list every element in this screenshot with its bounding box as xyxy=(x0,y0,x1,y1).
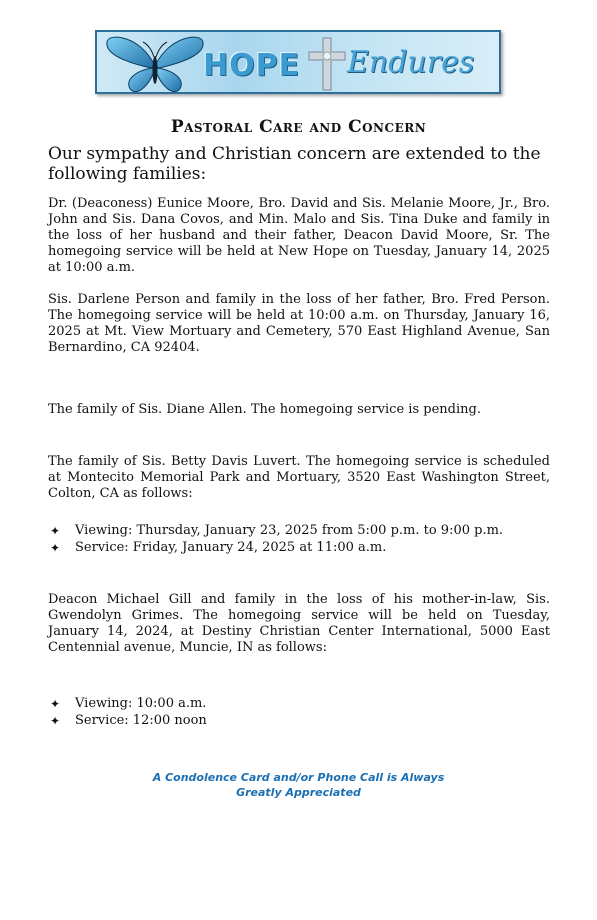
list-item-text: Service: Friday, January 24, 2025 at 11:00 a.m. xyxy=(75,540,387,555)
list-item-text: Service: 12:00 noon xyxy=(75,713,207,728)
notice-text: The family of Sis. Diane Allen. The homegoing service is pending. xyxy=(48,402,481,417)
star-bullet-icon: ✦ xyxy=(50,714,61,728)
notice-text: Sis. Darlene Person and family in the loss of her father, Bro. Fred Person. The homegoing service will be held at 10:00 a.m. on Thursday, January 16, 2025 at Mt. View Mortuary and Cemetery, 570 East Highland Avenue, San Bernardino, CA 92404. xyxy=(48,292,550,355)
footer-line-1: A Condolence Card and/or Phone Call is Always xyxy=(152,771,445,784)
grimes-schedule-list xyxy=(48,696,550,730)
list-item-text: Viewing: Thursday, January 23, 2025 from 5:00 p.m. to 9:00 p.m. xyxy=(75,523,504,538)
intro-text: Our sympathy and Christian concern are extended to the following families: xyxy=(48,144,541,184)
condolence-footer xyxy=(0,770,597,800)
butterfly-icon xyxy=(101,32,209,96)
footer-line-2: Greatly Appreciated xyxy=(236,786,361,799)
hope-endures-banner xyxy=(95,30,501,94)
notice-text: The family of Sis. Betty Davis Luvert. The homegoing service is scheduled at Montecito Memorial Park and Mortuary, 3520 East Washington Street, Colton, CA as follows: xyxy=(48,454,550,501)
list-item xyxy=(48,523,550,539)
list-item xyxy=(48,696,550,712)
star-bullet-icon: ✦ xyxy=(50,541,61,555)
notice-text: Dr. (Deaconess) Eunice Moore, Bro. David and Sis. Melanie Moore, Jr., Bro. John and Sis. Dana Covos, and Min. Malo and Sis. Tina Duke and family in the loss of her husband and their father, Deacon David Moore, Sr. The homegoing service will be held at New Hope on Tuesday, January 14, 2025 at 10:00 a.m. xyxy=(48,196,550,275)
page-title: Pastoral Care and Concern xyxy=(170,117,427,137)
list-item-text: Viewing: 10:00 a.m. xyxy=(75,696,207,711)
cross-icon xyxy=(307,36,347,92)
family-notice-person xyxy=(48,292,550,356)
family-notice-luvert xyxy=(48,454,550,502)
list-item xyxy=(48,540,550,556)
star-bullet-icon: ✦ xyxy=(50,697,61,711)
family-notice-allen xyxy=(48,402,550,418)
notice-text: Deacon Michael Gill and family in the loss of his mother-in-law, Sis. Gwendolyn Grimes. The homegoing service will be held on Tuesday, January 14, 2024, at Destiny Christian Center International, 5000 East Centennial avenue, Muncie, IN as follows: xyxy=(48,592,550,655)
list-item xyxy=(48,713,550,729)
family-notice-moore xyxy=(48,196,550,276)
hope-wordmark: HOPE xyxy=(203,48,301,83)
family-notice-gill xyxy=(48,592,550,656)
star-bullet-icon: ✦ xyxy=(50,524,61,538)
endures-wordmark: Endures xyxy=(347,45,475,80)
luvert-schedule-list xyxy=(48,523,550,557)
